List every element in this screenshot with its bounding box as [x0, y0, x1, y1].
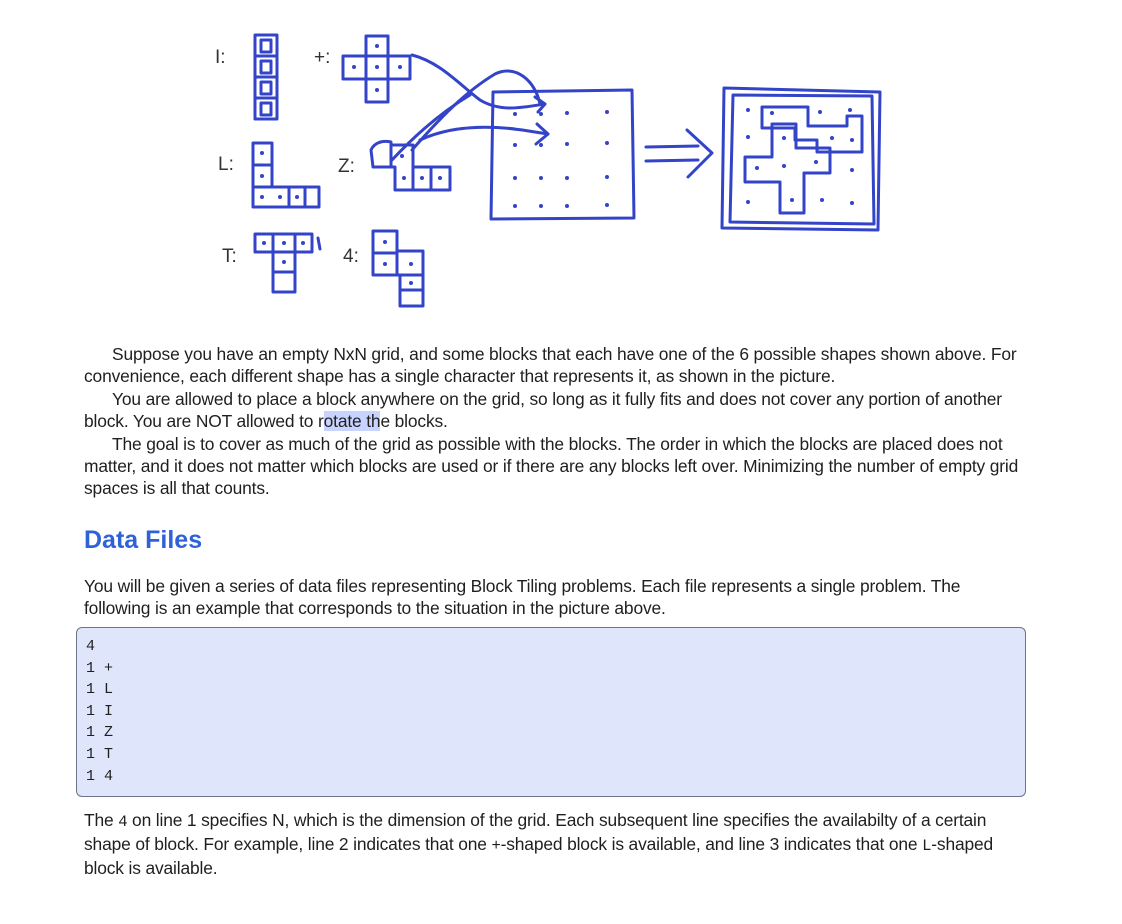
inline-code: + [491, 837, 501, 856]
i-block-drawing [255, 35, 277, 119]
plus-block-drawing [343, 36, 410, 102]
label-i-shape: I: [215, 47, 226, 68]
example-data-file-codeblock [76, 627, 1026, 797]
z-block-drawing [371, 141, 450, 190]
explanation-text: -shaped block is available. [84, 834, 994, 879]
label-t-shape: T: [222, 246, 237, 267]
label-l-shape: L: [218, 154, 234, 175]
explanation-text: on line 1 specifies N, which is the dimension of the grid. Each subsequent line specifies the availabilty of a certain shape of block. For example, line 2 indicates that one [84, 810, 987, 855]
code-line: 1 4 [86, 767, 114, 785]
intro-paragraph-2 [84, 388, 1024, 432]
block-shapes-figure [0, 0, 1122, 330]
code-line: 4 [86, 638, 96, 655]
code-line: 1 Z [86, 724, 114, 742]
intro-paragraph-2-start: You are allowed to place a block anywhere on the grid, so long as it fully fits and does not cover any portion of another block. You are NOT allowed to r [84, 389, 1002, 432]
code-line: 1 T [86, 745, 114, 763]
label-z-shape: Z: [338, 156, 355, 177]
t-block-drawing [255, 234, 320, 292]
code-line: 1 L [86, 681, 114, 699]
explanation-text: The [84, 810, 119, 830]
intro-paragraph-3: The goal is to cover as much of the grid as possible with the blocks. The order in which the blocks are placed does not matter, and it does not matter which blocks are used or if there are any blocks left over. Minimizing the number of empty grid spaces is all that counts. [84, 434, 1019, 499]
intro-paragraph-1: Suppose you have an empty NxN grid, and some blocks that each have one of the 6 possible shapes shown above. For convenience, each different shape has a single character that represents it, as shown in the picture. [84, 344, 1017, 387]
text-selection-highlight: otate th [323, 411, 381, 432]
placement-arrows [392, 55, 548, 160]
label-plus-shape: +: [314, 47, 331, 68]
intro-paragraph-2-end: e blocks. [380, 411, 448, 432]
data-files-explanation [84, 809, 1024, 880]
explanation-text: -shaped block is available, and line 3 indicates that one [500, 834, 923, 855]
filled-grid-drawing [722, 88, 880, 230]
inline-code: L [922, 837, 932, 856]
section-heading-data-files: Data Files [84, 526, 203, 554]
code-line: 1 I [86, 702, 114, 720]
four-block-drawing [373, 231, 423, 306]
data-files-description: You will be given a series of data files representing Block Tiling problems. Each file represents a single problem. The following is an example that corresponds to the situation in the picture above. [84, 576, 961, 619]
code-line: 1 + [86, 659, 114, 677]
implies-arrow-icon [646, 130, 712, 177]
label-4-shape: 4: [343, 246, 359, 267]
inline-code: 4 [118, 813, 128, 831]
l-block-drawing [253, 143, 319, 207]
